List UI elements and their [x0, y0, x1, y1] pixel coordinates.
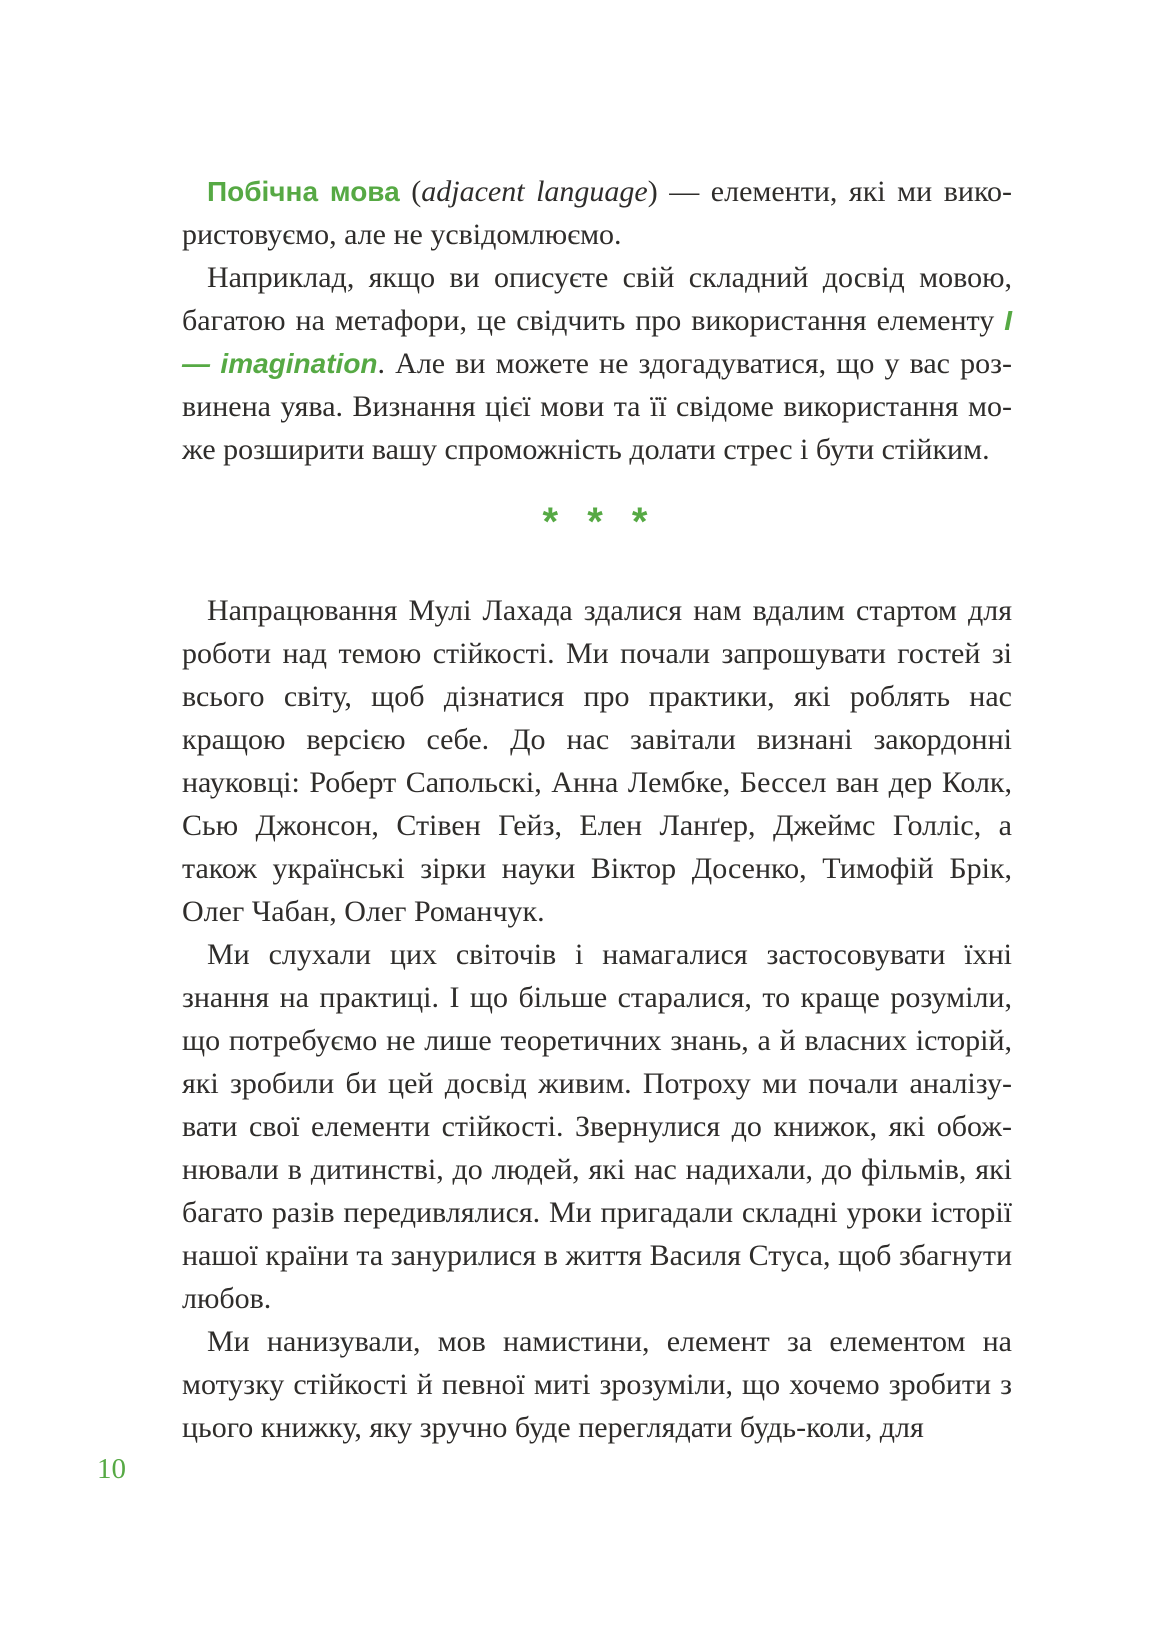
body-text: Наприклад, якщо ви описуєте свій складний досвід мовою, багатою на метафори, це свідчить про використання елементу [182, 261, 1012, 337]
paragraph [182, 1320, 1012, 1449]
body-text: ) — елементи, які ми використовуємо, але не усвідомлюємо. [182, 175, 1013, 251]
asterisk-separator: * * * [542, 500, 652, 544]
latin-italic-text: adjacent language [421, 175, 648, 208]
paragraph [182, 170, 1012, 256]
definition-section [182, 170, 1012, 471]
paragraph [182, 256, 1012, 471]
green-term: I — imagination [182, 305, 1012, 379]
green-term: Побічна мова [207, 176, 400, 207]
body-text: ( [399, 175, 422, 208]
body-text: . Але ви можете не здогадуватися, що у вас розвинена уява. Визнання цієї мови та її свідоме використання може розширити вашу спроможність долати стрес і бути стійким. [182, 347, 1012, 466]
text-column [182, 170, 1012, 1449]
page-number: 10 [97, 1453, 126, 1485]
narrative-section [182, 589, 1012, 1449]
body-text: Ми нанизували, мов намистини, елемент за елементом на мотузку стійкості й певної миті зрозуміли, що хочемо зробити з цього книжку, яку зручно буде переглядати будь-коли, для [182, 1325, 1012, 1444]
body-text: Ми слухали цих світочів і намагалися застосовувати їхні знання на практиці. І що більше старалися, то краще розуміли, що потребуємо не лише теоретичних знань, а й власних історій, які зробили би цей досвід живим. Потроху ми почали аналізувати свої елементи стійкості. Звернулися до книжок, які обожнювали в дитинстві, до людей, які нас надихали, до фільмів, які багато разів передивлялися. Ми пригадали складні уроки історії нашої країни та занурилися в життя Василя Стуса, щоб збагнути любов. [182, 938, 1012, 1315]
paragraph [182, 589, 1012, 933]
paragraph [182, 933, 1012, 1320]
body-text: Напрацювання Мулі Лахада здалися нам вдалим стартом для роботи над темою стійкості. Ми почали запрошувати гостей зі всього світу, щоб дізнатися про практики, які роблять нас кращою версією себе. До нас завітали визнані закордонні науковці: Роберт Сапольскі, Анна Лембке, Бессел ван дер Колк, Сью Джонсон, Стівен Гейз, Елен Ланґер, Джеймс Голліс, а також українські зірки науки Віктор Досенко, Тимофій Брік, Олег Чабан, Олег Романчук. [182, 594, 1012, 928]
